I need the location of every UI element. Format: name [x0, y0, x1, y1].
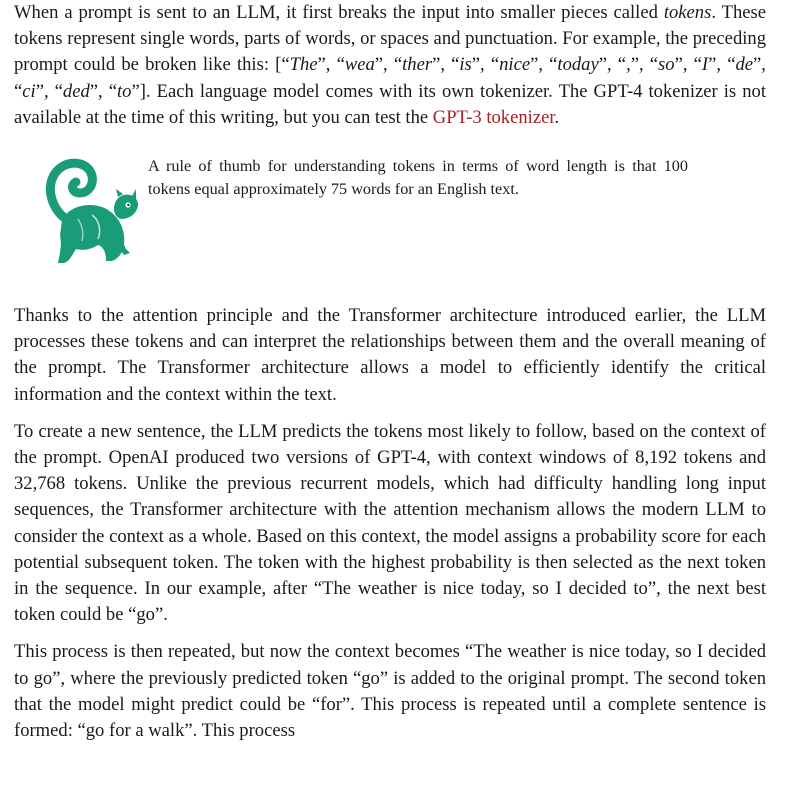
token-item: is	[459, 54, 472, 76]
tip-callout	[14, 149, 766, 289]
token-item: to	[117, 80, 132, 102]
para1-end: .	[554, 106, 560, 128]
para1-body: . These tokens represent single words, parts of words, or spaces and punctuation. For example, the preceding prompt could be broken like this: [“	[14, 2, 766, 76]
token-item: de	[735, 54, 754, 76]
token-item: so	[658, 54, 675, 76]
token-item: wea	[344, 54, 375, 76]
paragraph-repetition: This process is then repeated, but now the context becomes “The weather is nice today, so I decided to go”, where the previously predicted token “go” is added to the original prompt. The second token that the model might predict could be “for”. This process is repeated until a complete sentence is formed: “go for a walk”. This process	[14, 641, 766, 742]
token-item: The	[289, 54, 318, 76]
token-item: nice	[499, 54, 531, 76]
token-item: ci	[22, 80, 36, 102]
token-list: The”, “wea”, “ther”, “is”, “nice”, “today”, “,”, “so”, “I”, “de”, “ci”, “ded”, “to”	[14, 54, 766, 102]
paragraph-prediction: To create a new sentence, the LLM predicts the tokens most likely to follow, based on the context of the prompt. OpenAI produced two versions of GPT-4, with context windows of 8,192 tokens and 32,768 tokens. Unlike the previous recurrent models, which had difficulty handling long input sequences, the Transformer architecture with the attention mechanism allows the modern LLM to consider the context as a whole. Based on this context, the model assigns a probability score for each potential subsequent token. The token with the highest probability is then selected as the next token in the sequence. In our example, after “The weather is nice today, so I decided to”, the next best token could be “go”.	[14, 420, 766, 626]
tip-text: A rule of thumb for understanding tokens in terms of word length is that 100 tokens equal approximately 75 words for an English text.	[148, 157, 688, 198]
gpt3-tokenizer-link[interactable]: GPT-3 tokenizer	[432, 106, 555, 128]
term-tokens: tokens	[663, 2, 712, 23]
token-item: ther	[402, 54, 433, 76]
lemur-tip-icon	[32, 149, 144, 267]
document-page	[14, 0, 766, 744]
token-item: ,	[626, 54, 631, 76]
para1-intro: When a prompt is sent to an LLM, it first breaks the input into smaller pieces called	[14, 2, 664, 23]
paragraph-attention: Thanks to the attention principle and the Transformer architecture introduced earlier, the LLM processes these tokens and can interpret the relationships between them and the overall meaning of the prompt. The Transformer architecture allows a model to efficiently identify the critical information and the context within the text.	[14, 305, 766, 405]
token-item: ded	[62, 80, 90, 102]
token-item: I	[701, 54, 709, 76]
para1-after-tokens: ]. Each language model comes with its own tokenizer. The GPT-4 tokenizer is not available at the time of this writing, but you can test the	[14, 80, 766, 128]
paragraph-tokens	[14, 0, 766, 131]
token-item: today	[557, 54, 599, 76]
